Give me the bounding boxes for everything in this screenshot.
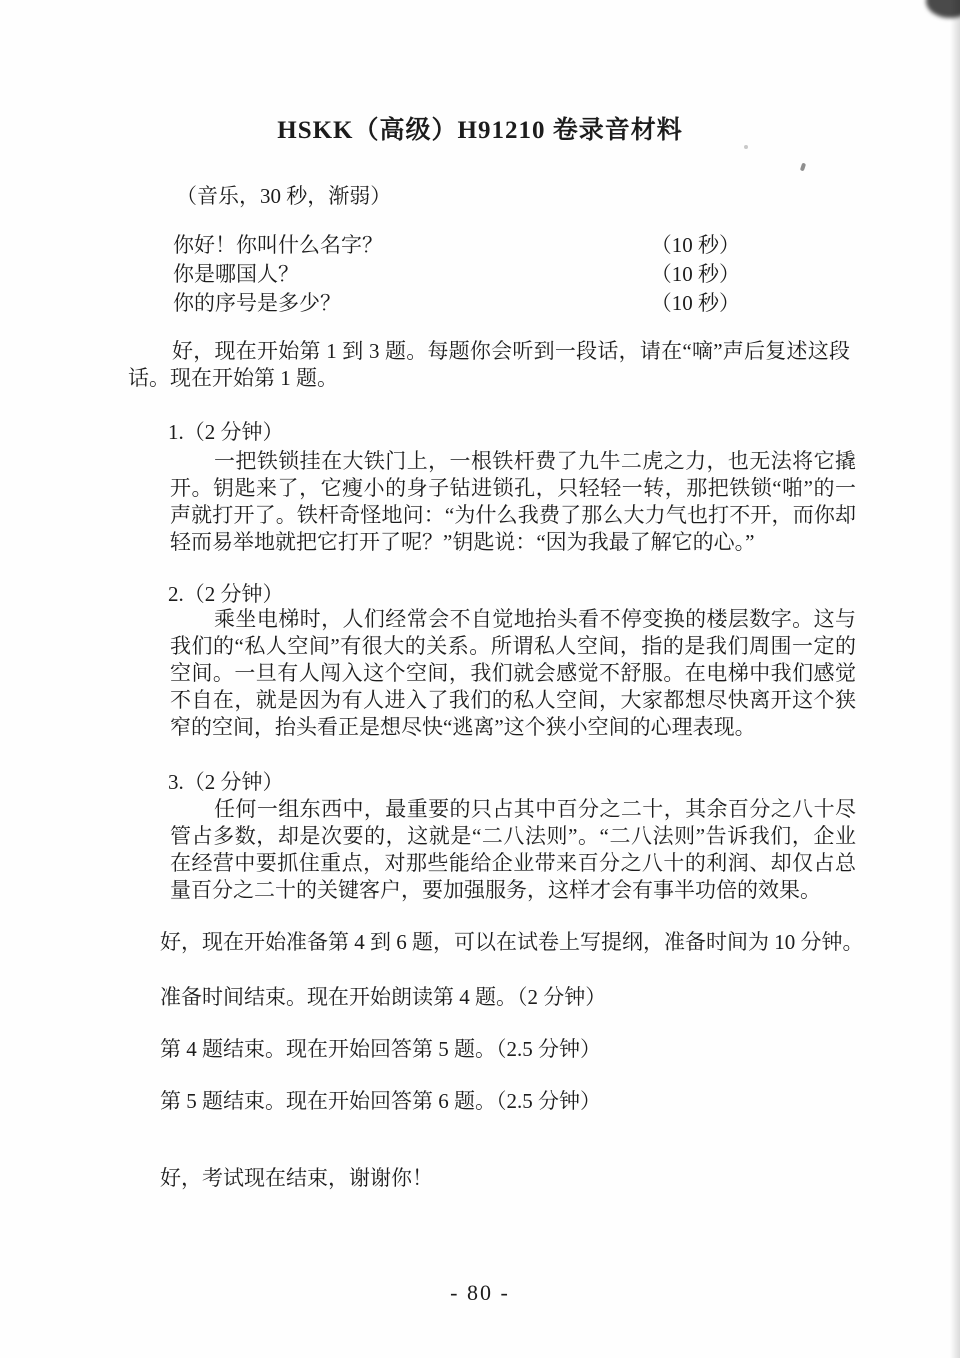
question-row [173, 289, 740, 318]
closing-line: 好，考试现在结束，谢谢你！ [160, 1166, 433, 1190]
instruction-answer-question-6: 第 5 题结束。现在开始回答第 6 题。（2.5 分钟） [160, 1089, 601, 1113]
question-row [173, 260, 740, 289]
question-row [173, 231, 740, 260]
warmup-questions [173, 231, 740, 318]
question-timer: （10 秒） [650, 291, 740, 315]
scan-edge-shadow [950, 0, 960, 1358]
intro-paragraph: 好，现在开始第 1 到 3 题。每题你会听到一段话，请在“嘀”声后复述这段话。现在开始第 1 题。 [128, 339, 850, 390]
section-1-body: 一把铁锁挂在大铁门上，一根铁杆费了九牛二虎之力，也无法将它撬开。钥匙来了，它瘦小的身子钻进锁孔，只轻轻一转，那把铁锁“啪”的一声就打开了。铁杆奇怪地问：“为什么我费了那么大力气也打不开，而你却轻而易举地就把它打开了呢？”钥匙说：“因为我最了解它的心。” [170, 449, 856, 554]
section-1-label: 1.（2 分钟） [168, 420, 284, 444]
section-3-label: 3.（2 分钟） [168, 770, 284, 794]
question-timer: （10 秒） [650, 262, 740, 286]
instruction-read-question-4: 准备时间结束。现在开始朗读第 4 题。（2 分钟） [160, 985, 607, 1009]
question-timer: （10 秒） [650, 233, 740, 257]
scan-speck [744, 145, 748, 149]
instruction-answer-question-5: 第 4 题结束。现在开始回答第 5 题。（2.5 分钟） [160, 1037, 601, 1061]
page-number: - 80 - [450, 1280, 510, 1305]
document-title: HSKK（高级）H91210 卷录音材料 [277, 117, 683, 144]
section-3-body: 任何一组东西中，最重要的只占其中百分之二十，其余百分之八十尽管占多数，却是次要的，这就是“二八法则”。“二八法则”告诉我们，企业在经营中要抓住重点，对那些能给企业带来百分之八十的利润、却仅占总量百分之二十的关键客户，要加强服务，这样才会有事半功倍的效果。 [170, 797, 856, 902]
section-2-label: 2.（2 分钟） [168, 582, 284, 606]
question-text: 你好！你叫什么名字？ [173, 233, 383, 257]
scan-speck [800, 163, 806, 172]
music-cue-line: （音乐，30 秒，渐弱） [176, 184, 392, 208]
question-text: 你的序号是多少？ [173, 291, 341, 315]
section-2-body: 乘坐电梯时，人们经常会不自觉地抬头看不停变换的楼层数字。这与我们的“私人空间”有很大的关系。所谓私人空间，指的是我们周围一定的空间。一旦有人闯入这个空间，我们就会感觉不舒服。在电梯中我们感觉不自在，就是因为有人进入了我们的私人空间，大家都想尽快离开这个狭窄的空间，抬头看正是想尽快“逃离”这个狭小空间的心理表现。 [170, 607, 856, 739]
instruction-prepare-4-6: 好，现在开始准备第 4 到 6 题，可以在试卷上写提纲，准备时间为 10 分钟。 [160, 930, 864, 954]
question-text: 你是哪国人？ [173, 262, 299, 286]
